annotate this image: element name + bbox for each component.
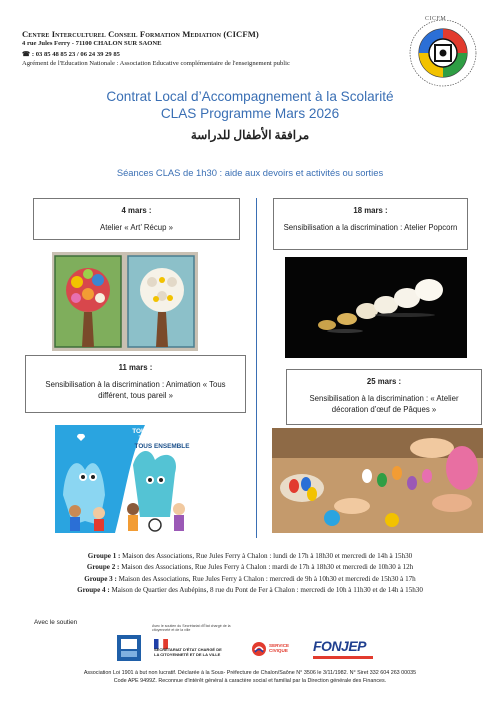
poster-line-1: TOUS DIFFÉRENTS — [132, 428, 192, 435]
arabic-title: مرافقة الأطفال للدراسة — [190, 128, 310, 142]
fonjep-logo: FONJEP — [313, 638, 367, 654]
caf-logo — [117, 635, 141, 661]
session-date: 4 mars : — [121, 206, 152, 215]
logo-text: CICFM — [425, 16, 447, 22]
groups-list — [0, 551, 500, 597]
service-civique-text: SERVICE CIVIQUE — [269, 643, 290, 654]
soutien-label: Avec le soutien — [34, 619, 78, 626]
secretariat-note: Avec le soutien du Secrétariat d'État chargé de la citoyenneté et de la ville — [152, 624, 231, 633]
poster-line-2: TOUS PAREILS — [138, 435, 186, 443]
session-date: 11 mars : — [118, 363, 153, 372]
org-phone: ☎ : 03 85 48 85 23 / 06 24 39 29 85 — [22, 51, 120, 58]
group-row — [0, 585, 500, 596]
group-label: Groupe 3 : — [84, 574, 117, 583]
seances-text: Séances CLAS de 1h30 : aide aux devoirs et activités ou sorties — [116, 167, 384, 178]
group-row — [0, 562, 500, 573]
group-text: Maison des Associations, Rue Jules Ferry à Chalon : lundi de 17h à 18h30 et mercredi de 14h à 15h30 — [122, 552, 413, 560]
center-divider — [256, 198, 257, 538]
footer-line-1: Association Loi 1901 à but non lucratif. Déclarée à la Sous- Préfecture de Chalon/Saône N° 3506 le 3/11/1982. N° Siret 332 604 263 00035 — [83, 670, 417, 676]
session-desc: Sensibilisation à la discrimination : « Atelier décoration d’œuf de Pâques » — [309, 394, 459, 414]
session-desc: Sensibilisation à la discrimination : Animation « Tous différent, tous pareil » — [45, 380, 226, 400]
session-box-4 — [286, 369, 482, 425]
fonjep-underline — [313, 656, 373, 659]
group-label: Groupe 4 : — [77, 586, 110, 595]
session-box-1 — [33, 198, 240, 240]
group-label: Groupe 1 : — [87, 552, 121, 560]
popcorn-photo — [285, 257, 467, 358]
poster-line-3: TOUS ENSEMBLE — [134, 442, 190, 450]
session-box-3 — [25, 355, 246, 413]
footer-line-2: Code APE 9499Z. Reconnue d'intérêt général à caractère social et familial par la Direction générale des Finances. — [113, 678, 387, 684]
session-date: 18 mars : — [353, 206, 388, 215]
tous-differents-poster — [55, 425, 206, 533]
group-row — [0, 551, 500, 562]
service-civique-icon — [251, 641, 267, 657]
agrement-text: Agrément de l'Education Nationale : Association Educative complémentaire de l'enseignement public — [22, 60, 290, 67]
session-desc: Atelier « Art’ Récup » — [100, 223, 173, 232]
group-label: Groupe 2 : — [86, 563, 120, 572]
main-title: Contrat Local d’Accompagnement à la Scolarité — [106, 89, 394, 104]
sub-title: CLAS Programme Mars 2026 — [160, 106, 340, 121]
marianne-icon — [154, 636, 168, 646]
poster-text — [119, 428, 205, 450]
group-text: Maison de Quartier des Aubépins, 8 rue du Pont de Fer à Chalon : mercredi de 10h à 11h30 et de 14h à 15h30 — [111, 586, 423, 595]
session-desc: Sensibilisation a la discrimination : Atelier Popcorn — [283, 223, 458, 232]
group-text: Maison des Associations, Rue Jules Ferry à Chalon : mardi de 17h à 18h30 et mercredi de 10h30 à 12h — [121, 563, 414, 572]
group-text: Maison des Associations, Rue Jules Ferry à Chalon : mercredi de 9h à 10h30 et mercredi de 15h30 à 17h — [118, 574, 416, 583]
secretariat-text: SECRÉTARIAT D'ÉTAT CHARGÉ DE LA CITOYENNETÉ ET DE LA VILLE — [154, 647, 222, 657]
org-name: Centre Interculturel Conseil Formation Mediation (CICFM) — [22, 29, 259, 39]
session-date: 25 mars : — [366, 377, 402, 386]
footer — [0, 669, 500, 685]
cicfm-logo — [408, 18, 478, 88]
session-box-2 — [273, 198, 468, 250]
art-recup-photo — [52, 252, 198, 351]
group-row — [0, 574, 500, 585]
org-address: 4 rue Jules Ferry - 71100 CHALON SUR SAONE — [22, 40, 162, 47]
easter-eggs-photo — [272, 428, 483, 533]
